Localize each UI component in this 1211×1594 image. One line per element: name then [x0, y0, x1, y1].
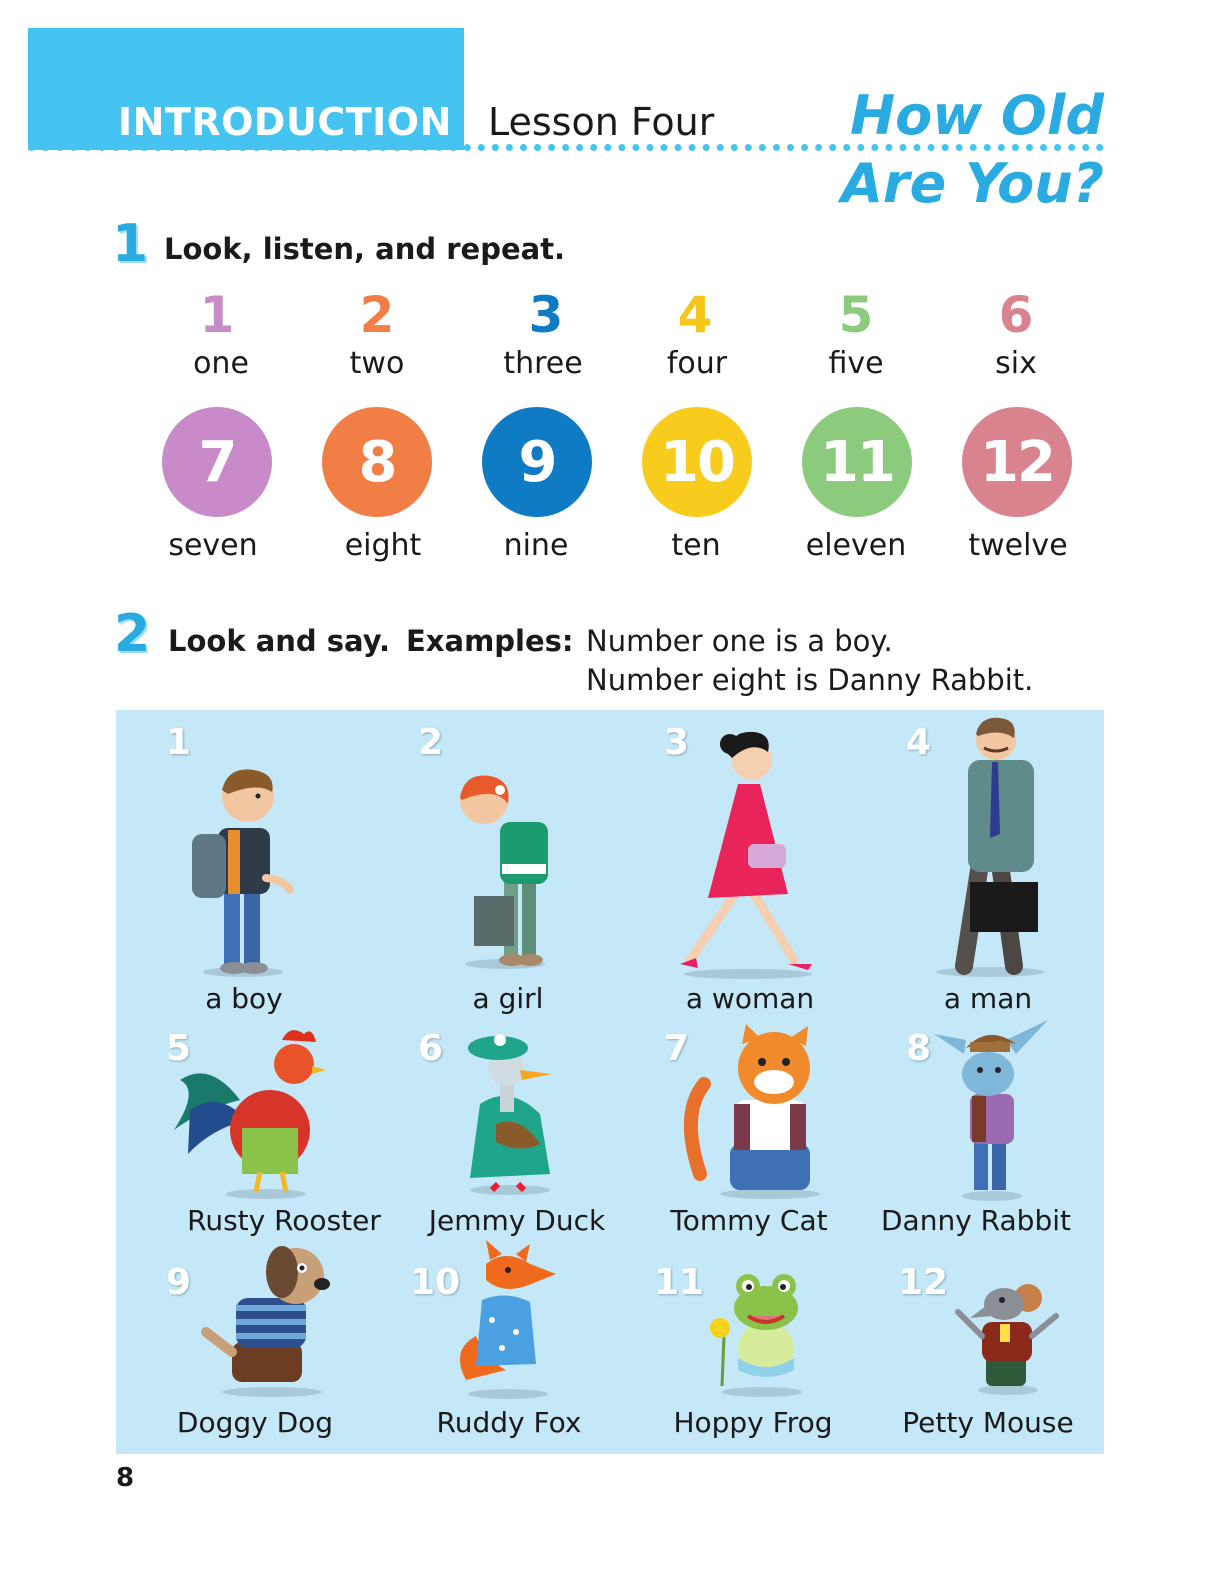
cat-figure-icon — [680, 1024, 840, 1200]
character-number: 4 — [906, 722, 932, 763]
number-word: eight — [344, 528, 422, 563]
character-number: 5 — [166, 1028, 192, 1069]
number-digit: 1 — [199, 286, 235, 344]
dog-figure-icon — [196, 1242, 346, 1398]
girl-figure-icon — [450, 770, 560, 970]
number-word: ten — [671, 528, 721, 563]
character-label: a boy — [205, 982, 283, 1015]
page-title-line-1: How Old — [849, 84, 1104, 147]
exercise-2-number: 2 — [114, 604, 151, 664]
character-number: 3 — [664, 722, 690, 763]
character-number: 12 — [898, 1262, 949, 1303]
character-number: 10 — [410, 1262, 461, 1303]
character-label: a woman — [685, 982, 815, 1015]
number-digit: 3 — [528, 286, 564, 344]
mouse-figure-icon — [952, 1272, 1062, 1396]
page-number: 8 — [116, 1463, 135, 1493]
character-label: a girl — [472, 982, 544, 1015]
character-label: Ruddy Fox — [436, 1406, 582, 1439]
character-number: 9 — [166, 1262, 192, 1303]
number-word: one — [193, 346, 249, 381]
character-label: Petty Mouse — [902, 1406, 1074, 1439]
man-figure-icon — [930, 714, 1050, 978]
boy-figure-icon — [188, 760, 298, 980]
character-label: Hoppy Frog — [673, 1406, 833, 1439]
number-word: seven — [168, 528, 258, 563]
number-word: six — [995, 346, 1037, 381]
character-number: 7 — [664, 1028, 690, 1069]
character-label: Jemmy Duck — [428, 1204, 606, 1237]
number-word: eleven — [805, 528, 907, 563]
character-number: 8 — [906, 1028, 932, 1069]
number-circle: 10 — [642, 407, 752, 517]
exercise-1-number: 1 — [112, 214, 149, 274]
number-digit: 6 — [998, 286, 1034, 344]
number-circle: 8 — [322, 407, 432, 517]
number-word: nine — [503, 528, 569, 563]
fox-figure-icon — [446, 1240, 566, 1400]
section-label: INTRODUCTION — [118, 100, 452, 144]
character-label: Doggy Dog — [176, 1406, 334, 1439]
number-word: twelve — [968, 528, 1068, 563]
number-circle: 12 — [962, 407, 1072, 517]
frog-figure-icon — [700, 1266, 820, 1398]
number-word: four — [666, 346, 728, 381]
exercise-2-instruction: Look and say. — [168, 624, 390, 658]
character-label: Tommy Cat — [670, 1204, 828, 1237]
lesson-label: Lesson Four — [488, 100, 715, 144]
exercise-1-instruction: Look, listen, and repeat. — [164, 232, 566, 266]
number-word: five — [828, 346, 884, 381]
example-sentence-1: Number one is a boy. — [586, 624, 893, 658]
page-title-line-2: Are You? — [841, 152, 1104, 215]
character-label: a man — [943, 982, 1033, 1015]
duck-figure-icon — [440, 1024, 570, 1196]
number-word: three — [503, 346, 583, 381]
number-circle: 11 — [802, 407, 912, 517]
examples-label: Examples: — [406, 624, 574, 658]
number-circle: 7 — [162, 407, 272, 517]
character-number: 2 — [418, 722, 444, 763]
rooster-figure-icon — [170, 1020, 330, 1200]
example-sentence-2: Number eight is Danny Rabbit. — [586, 663, 1034, 697]
number-digit: 2 — [359, 286, 395, 344]
woman-figure-icon — [668, 724, 818, 980]
character-number: 11 — [654, 1262, 705, 1303]
number-circle: 9 — [482, 407, 592, 517]
character-label: Rusty Rooster — [187, 1204, 381, 1237]
number-word: two — [349, 346, 405, 381]
character-number: 1 — [166, 722, 192, 763]
character-label: Danny Rabbit — [881, 1204, 1071, 1237]
rabbit-figure-icon — [926, 1018, 1056, 1202]
number-digit: 5 — [838, 286, 874, 344]
character-number: 6 — [418, 1028, 444, 1069]
number-digit: 4 — [677, 286, 713, 344]
